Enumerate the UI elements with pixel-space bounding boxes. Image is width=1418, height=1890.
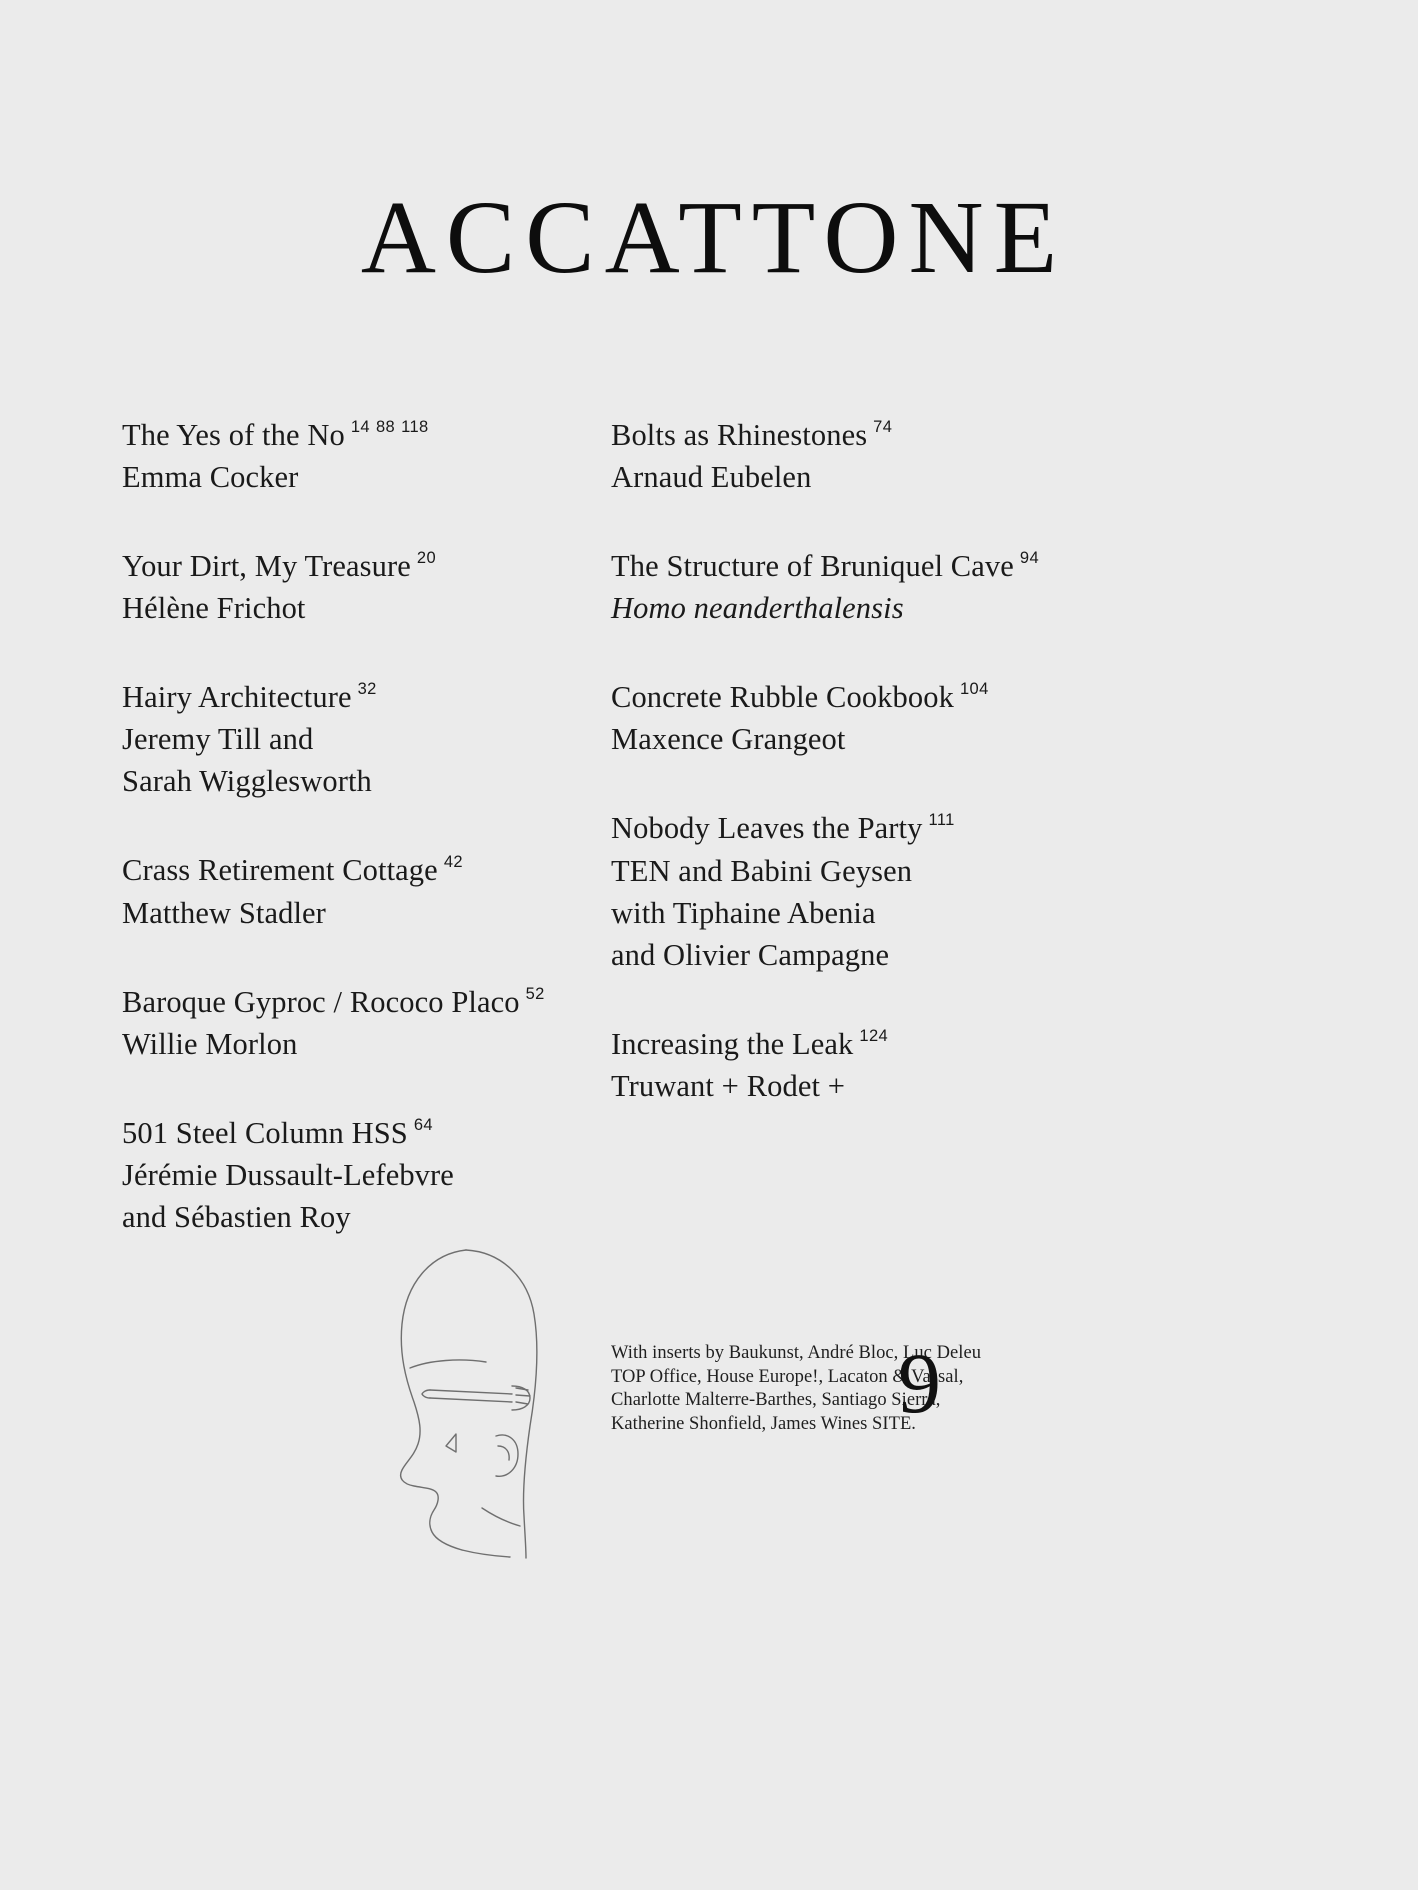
toc-column-left bbox=[122, 408, 582, 1238]
toc-entry-page-numbers bbox=[414, 1116, 433, 1134]
inserts-note bbox=[611, 1335, 1031, 1436]
toc-entry-page-numbers bbox=[444, 853, 463, 871]
toc-entry-byline-line: Jérémie Dussault-Lefebvre bbox=[122, 1157, 454, 1192]
toc-entry-page-numbers bbox=[417, 549, 436, 567]
page-number-ref[interactable]: 74 bbox=[873, 418, 893, 436]
toc-entry-byline-line: Emma Cocker bbox=[122, 460, 299, 495]
page-number-ref[interactable]: 118 bbox=[401, 418, 429, 436]
toc-entry-title: The Structure of Bruniquel Cave bbox=[611, 549, 1014, 584]
toc-entry[interactable] bbox=[611, 408, 1081, 498]
toc-entry-title: Concrete Rubble Cookbook bbox=[611, 680, 954, 715]
toc-entry-title: The Yes of the No bbox=[122, 418, 345, 453]
page-number-ref[interactable]: 52 bbox=[525, 984, 545, 1003]
head-profile-with-fork-line-drawing bbox=[370, 1240, 600, 1560]
toc-entry-title-line bbox=[611, 1017, 1081, 1065]
toc-entry-title-line bbox=[122, 539, 582, 587]
toc-entry[interactable] bbox=[122, 843, 582, 933]
toc-entry-byline-line: Sarah Wigglesworth bbox=[122, 764, 372, 799]
toc-entry-title: 501 Steel Column HSS bbox=[122, 1115, 408, 1150]
toc-entry-title-line bbox=[122, 408, 582, 456]
toc-entry-byline-line: Willie Morlon bbox=[122, 1026, 298, 1061]
toc-entry-title-line bbox=[611, 670, 1081, 718]
toc-entry-byline-line: and Olivier Campagne bbox=[611, 937, 890, 972]
toc-entry[interactable] bbox=[122, 975, 582, 1065]
toc-entry-title-line bbox=[122, 1106, 582, 1154]
inserts-note-line: Katherine Shonfield, James Wines SITE. bbox=[611, 1413, 916, 1434]
toc-entry-page-numbers bbox=[1020, 549, 1039, 567]
toc-entry-title: Your Dirt, My Treasure bbox=[122, 549, 411, 584]
toc-entry-title: Hairy Architecture bbox=[122, 680, 352, 715]
page-number-ref[interactable]: 104 bbox=[959, 680, 989, 699]
toc-entry-byline-line: Homo neanderthalensis bbox=[611, 591, 904, 626]
toc-entry-page-numbers bbox=[351, 418, 429, 436]
toc-entry-title-line bbox=[611, 408, 1081, 456]
toc-entry-title-line bbox=[611, 539, 1081, 587]
toc-entry[interactable] bbox=[611, 539, 1081, 629]
toc-entry-page-numbers bbox=[526, 985, 545, 1003]
toc-entry-page-numbers bbox=[358, 680, 377, 698]
toc-entry-page-numbers bbox=[859, 1027, 888, 1045]
inserts-note-line: Charlotte Malterre-Barthes, Santiago Sierra, bbox=[611, 1390, 941, 1410]
page-number-ref[interactable]: 124 bbox=[859, 1026, 889, 1045]
inserts-note-line: With inserts by Baukunst, André Bloc, Luc Deleu bbox=[611, 1343, 982, 1363]
toc-entry-byline-line: Jeremy Till and bbox=[122, 722, 314, 757]
page-number-ref[interactable]: 94 bbox=[1019, 549, 1040, 568]
toc-entry[interactable] bbox=[122, 539, 582, 629]
toc-entry-page-numbers bbox=[873, 418, 892, 436]
toc-entry-title-line bbox=[611, 801, 1081, 849]
toc-entry-title: Baroque Gyproc / Rococo Placo bbox=[122, 984, 520, 1019]
toc-entry[interactable] bbox=[122, 1106, 582, 1238]
page-number-ref[interactable]: 88 bbox=[375, 418, 396, 436]
page-number: 9 bbox=[898, 1335, 941, 1431]
page-number-ref[interactable]: 64 bbox=[413, 1115, 434, 1134]
toc-entry-title-line bbox=[122, 975, 582, 1023]
toc-entry-title: Increasing the Leak bbox=[611, 1026, 854, 1061]
toc-entry-byline-line: Matthew Stadler bbox=[122, 895, 326, 930]
toc-column-right bbox=[611, 408, 1081, 1107]
page-number-ref[interactable]: 42 bbox=[443, 853, 463, 872]
toc-entry-byline-line: and Sébastien Roy bbox=[122, 1199, 351, 1234]
toc-entry[interactable] bbox=[611, 801, 1081, 975]
toc-entry-page-numbers bbox=[928, 811, 954, 829]
toc-entry-byline-line: with Tiphaine Abenia bbox=[611, 895, 876, 930]
toc-entry-title: Bolts as Rhinestones bbox=[611, 418, 868, 453]
toc-entry-title: Crass Retirement Cottage bbox=[122, 853, 438, 888]
page-number-ref[interactable]: 20 bbox=[416, 549, 437, 568]
table-of-contents bbox=[0, 408, 1418, 1238]
toc-entry-byline-line: Arnaud Eubelen bbox=[611, 460, 812, 495]
toc-entry-byline-line: Truwant + Rodet + bbox=[611, 1068, 846, 1103]
toc-entry-title: Nobody Leaves the Party bbox=[611, 811, 923, 846]
toc-entry[interactable] bbox=[611, 1017, 1081, 1107]
toc-entry[interactable] bbox=[611, 670, 1081, 760]
page-number-ref[interactable]: 111 bbox=[928, 811, 955, 830]
toc-entry-title-line bbox=[122, 670, 582, 718]
toc-entry[interactable] bbox=[122, 670, 582, 802]
toc-entry-title-line bbox=[122, 843, 582, 891]
toc-entry[interactable] bbox=[122, 408, 582, 498]
toc-entry-page-numbers bbox=[960, 680, 989, 698]
toc-entry-byline-line: Hélène Frichot bbox=[122, 591, 306, 626]
toc-entry-byline-line: Maxence Grangeot bbox=[611, 722, 846, 757]
page-title: ACCATTONE bbox=[360, 180, 1068, 295]
inserts-note-line: TOP Office, House Europe!, Lacaton & Vassal, bbox=[611, 1366, 964, 1387]
page-number-ref[interactable]: 14 bbox=[350, 418, 370, 436]
page-number-ref[interactable]: 32 bbox=[357, 680, 377, 699]
toc-entry-byline-line: TEN and Babini Geysen bbox=[611, 853, 913, 888]
